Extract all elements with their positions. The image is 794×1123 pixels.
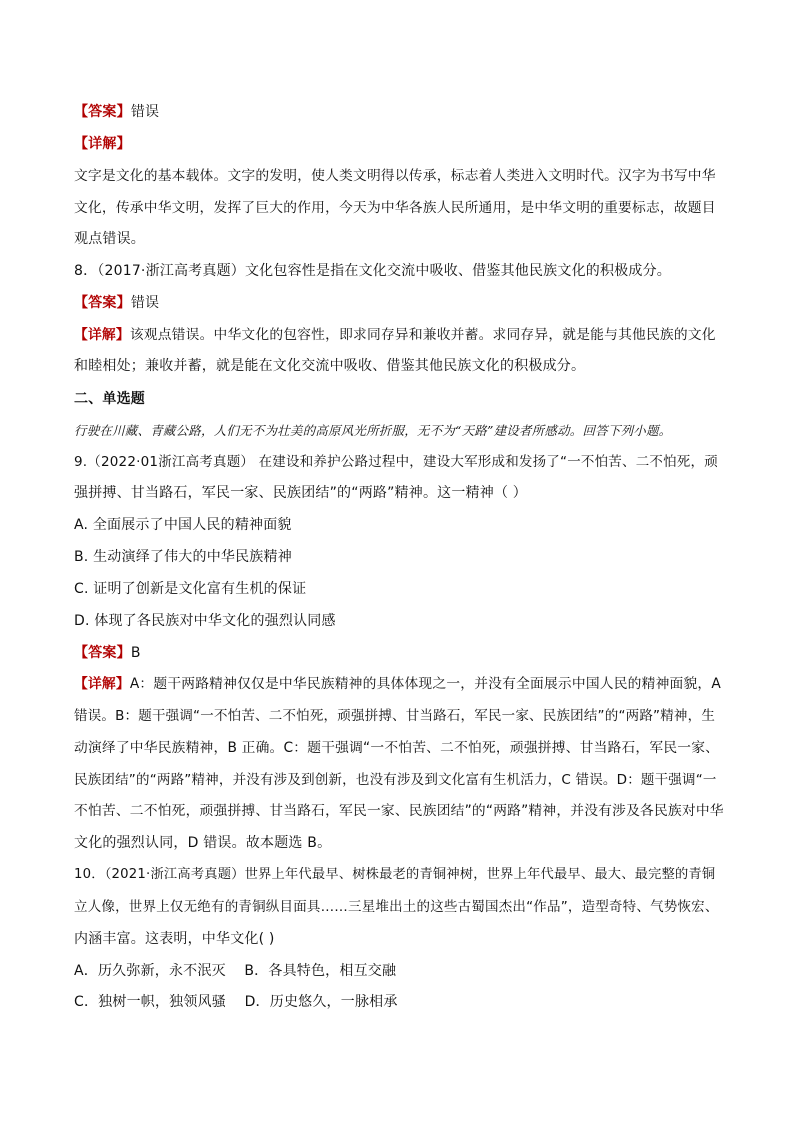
paragraph-line: 文化的强烈认同，D 错误。故本题选 B。 xyxy=(74,835,332,851)
explanation-tag: 【详解】 xyxy=(74,327,130,343)
paragraph-line: 动演绎了中华民族精神，B 正确。C：题干强调“一不怕苦、二不怕死，顽强拼搏、甘当路石，军民一家、 xyxy=(74,740,720,756)
question-8: 8．（2017·浙江高考真题）文化包容性是指在文化交流中吸收、借鉴其他民族文化的积极成分。 xyxy=(74,263,671,279)
question-10-cont: 立人像，世界上仅无绝有的青铜纵目面具……三星堆出土的这些古蜀国杰出“作品”，造型奇特、气势恢宏、 xyxy=(74,899,719,915)
answer-tag: 【答案】 xyxy=(74,104,131,120)
paragraph-line: 文化，传承中华文明，发挥了巨大的作用，今天为中华各族人民所通用，是中华文明的重要标志，故题目 xyxy=(74,200,716,216)
answer-line xyxy=(74,293,724,313)
paragraph-line: 错误。B：题干强调“一不怕苦、二不怕死，顽强拼搏、甘当路石，军民一家、民族团结”的“两路”精神，生 xyxy=(74,708,716,724)
explanation-tag: 【详解】 xyxy=(74,136,131,152)
answer-tag: 【答案】 xyxy=(74,645,131,661)
paragraph-line: 民族团结”的“两路”精神，并没有涉及到创新，也没有涉及到文化富有生机活力，C 错误。D：题干强调“一 xyxy=(74,772,717,788)
answer-tag: 【答案】 xyxy=(74,295,131,311)
paragraph-line: 不怕苦、二不怕死，顽强拼搏、甘当路石，军民一家、民族团结”的“两路”精神，并没有涉及各民族对中华 xyxy=(74,803,724,819)
explanation-line xyxy=(74,325,724,345)
question-9: 9.（2022·01浙江高考真题） 在建设和养护公路过程中，建设大军形成和发扬了“一不怕苦、二不怕死，顽 xyxy=(74,454,718,470)
answer-line xyxy=(74,102,724,122)
paragraph-line: 观点错误。 xyxy=(74,231,145,247)
answer-text: 错误 xyxy=(130,104,160,120)
question-9-cont: 强拼搏、甘当路石，军民一家、民族团结”的“两路”精神。这一精神（ ） xyxy=(74,485,528,501)
question-10-cont: 内涵丰富。这表明，中华文化( ) xyxy=(74,931,275,947)
option-a: A. 全面展示了中国人民的精神面貌 xyxy=(74,517,292,533)
answer-text: 错误 xyxy=(130,295,160,311)
paragraph-line: 和睦相处；兼收并蓄，就是能在文化交流中吸收、借鉴其他民族文化的积极成分。 xyxy=(74,358,586,374)
material-line: 行驶在川藏、青藏公路，人们无不为壮美的高原风光所折服，无不为“天路”建设者所感动。回答下列小题。 xyxy=(74,423,672,438)
option-b: B. 生动演绎了伟大的中华民族精神 xyxy=(74,549,292,565)
question-10: 10．（2021·浙江高考真题）世界上年代最早、树株最老的青铜神树，世界上年代最早、最大、最完整的青铜 xyxy=(74,867,716,882)
paragraph-line: 文字是文化的基本载体。文字的发明，使人类文明得以传承，标志着人类进入文明时代。汉字为书写中华 xyxy=(74,168,716,184)
answer-line xyxy=(74,643,724,663)
section-heading: 二、单选题 xyxy=(74,391,145,407)
option-c: C. 证明了创新是文化富有生机的保证 xyxy=(74,581,307,597)
options-ab: A．历久弥新，永不泯灭 B．各具特色，相互交融 xyxy=(74,963,397,979)
options-cd: C．独树一帜，独领风骚 D．历史悠久，一脉相承 xyxy=(74,994,398,1010)
explanation-line xyxy=(74,134,724,154)
explanation-text: A：题干两路精神仅仅是中华民族精神的具体体现之一，并没有全面展示中国人民的精神面貌，A xyxy=(129,676,721,692)
explanation-line xyxy=(74,674,724,694)
option-d: D. 体现了各民族对中华文化的强烈认同感 xyxy=(74,613,336,629)
explanation-text: 该观点错误。中华文化的包容性，即求同存异和兼收并蓄。求同存异，就是能与其他民族的文化 xyxy=(129,327,716,343)
explanation-tag: 【详解】 xyxy=(74,676,130,692)
answer-text: B xyxy=(130,645,141,661)
